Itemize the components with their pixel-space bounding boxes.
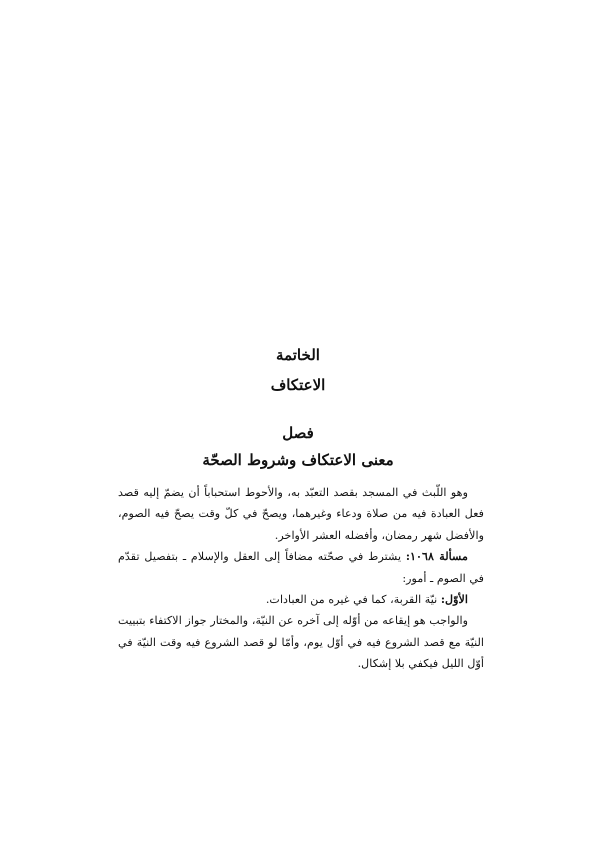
section-heading: فصل xyxy=(282,424,314,442)
paragraph-issue xyxy=(118,546,484,589)
issue-label: مسألة ١٠٦٨: xyxy=(405,549,469,564)
paragraph-first-condition xyxy=(118,589,484,610)
first-condition-label: الأوّل: xyxy=(440,592,468,607)
body-text xyxy=(118,482,484,675)
section-subtitle: معنى الاعتكاف وشروط الصحّة xyxy=(202,451,394,469)
paragraph-intention: والواجب هو إيقاعه من أوّله إلى آخره عن النيّة، والمختار جواز الاكتفاء بتبييت النيّة مع قصد الشروع فيه في أوّل يوم، وأمّا لو قصد الشروع فيه وقت النيّة في أوّل الليل فيكفي بلا إشكال. xyxy=(118,614,484,671)
conclusion-heading: الخاتمة xyxy=(276,346,320,364)
paragraph-definition: وهو اللّبث في المسجد بقصد التعبّد به، والأحوط استحباباً أن يضمّ إليه قصد فعل العبادة فيه من صلاة ودعاء وغيرهما، ويصحّ في كلّ وقت يصحّ فيه الصوم، والأفضل شهر رمضان، وأفضله العشر الأواخر. xyxy=(118,486,484,542)
first-condition-text: نيّة القربة، كما في غيره من العبادات. xyxy=(265,593,441,607)
issue-text: يشترط في صحّته مضافاً إلى العقل والإسلام ـ بتفصيل تقدّم في الصوم ـ أمور: xyxy=(118,550,484,585)
itikaf-heading: الاعتكاف xyxy=(270,376,326,394)
